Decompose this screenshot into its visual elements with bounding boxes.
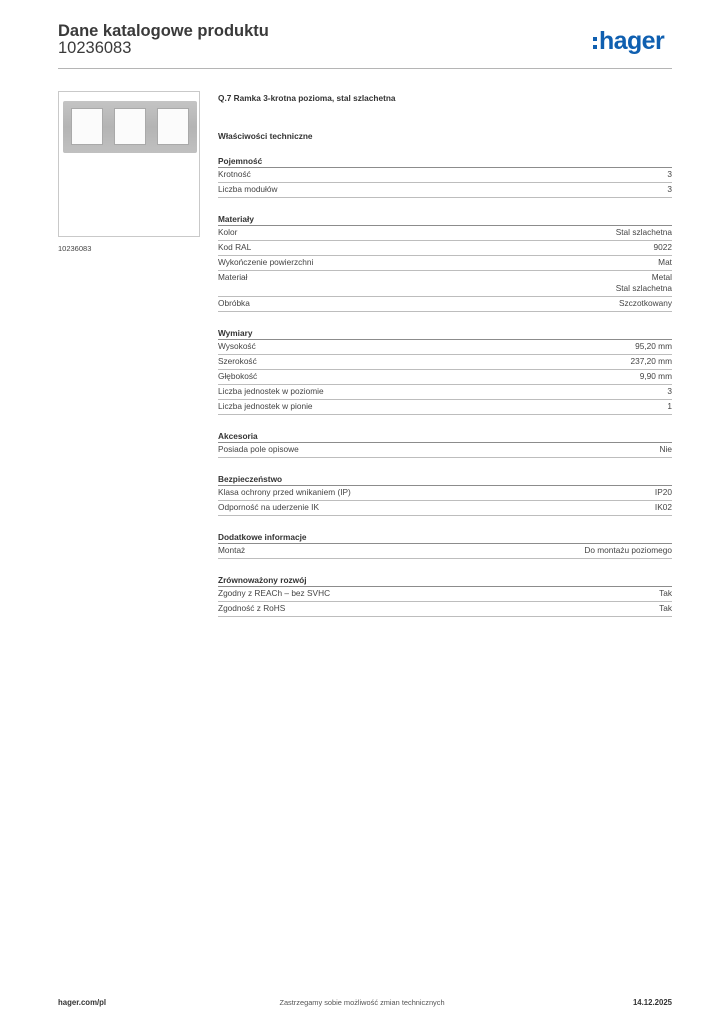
section-title: Dodatkowe informacje [218, 532, 672, 544]
spec-row [218, 183, 672, 198]
spec-label: Liczba jednostek w pionie [218, 401, 313, 411]
spec-row [218, 602, 672, 617]
spec-row [218, 271, 672, 297]
logo-dots-icon [593, 37, 597, 49]
footer-date: 14.12.2025 [632, 998, 672, 1007]
spec-value: Stal szlachetna [615, 227, 672, 237]
spec-value: IK02 [654, 502, 672, 512]
spec-value: 3 [667, 169, 672, 179]
spec-value: Mat [658, 257, 672, 267]
spec-row [218, 241, 672, 256]
spec-section [218, 575, 672, 617]
page-title: Dane katalogowe produktu [58, 22, 269, 40]
spec-row [218, 340, 672, 355]
product-name: Q.7 Ramka 3-krotna pozioma, stal szlachetna [218, 93, 396, 103]
spec-value: 9022 [653, 242, 672, 252]
spec-section [218, 328, 672, 415]
spec-row [218, 544, 672, 559]
section-title: Zrównoważony rozwój [218, 575, 672, 587]
spec-content [218, 92, 672, 617]
spec-value: 95,20 mm [635, 341, 672, 351]
spec-value: Tak [659, 588, 672, 598]
spec-label: Montaż [218, 545, 246, 555]
spec-row [218, 355, 672, 370]
footer-disclaimer: Zastrzegamy sobie możliwość zmian technicznych [279, 998, 445, 1007]
spec-section [218, 474, 672, 516]
spec-value: 1 [667, 401, 672, 411]
spec-value: Nie [659, 444, 672, 454]
frame-opening [71, 108, 103, 145]
spec-label: Obróbka [218, 298, 250, 308]
image-caption-code: 10236083 [58, 244, 92, 253]
footer-website[interactable]: hager.com/pl [58, 998, 107, 1007]
spec-label: Posiada pole opisowe [218, 444, 299, 454]
spec-value: 9,90 mm [639, 371, 672, 381]
spec-label: Odporność na uderzenie IK [218, 502, 320, 512]
spec-row [218, 443, 672, 458]
tech-properties-heading: Właściwości techniczne [218, 131, 313, 141]
header-divider [58, 68, 672, 69]
spec-row [218, 297, 672, 312]
three-gang-frame-image [63, 101, 197, 153]
spec-label: Głębokość [218, 371, 258, 381]
frame-opening [114, 108, 146, 145]
spec-value: 3 [667, 184, 672, 194]
spec-row [218, 370, 672, 385]
spec-sections [218, 156, 672, 617]
spec-label: Wysokość [218, 341, 256, 351]
product-image-box [58, 91, 200, 237]
spec-label: Szerokość [218, 356, 257, 366]
spec-row [218, 256, 672, 271]
spec-row [218, 501, 672, 516]
spec-label: Liczba modułów [218, 184, 278, 194]
spec-label: Klasa ochrony przed wnikaniem (IP) [218, 487, 351, 497]
spec-label: Wykończenie powierzchni [218, 257, 314, 267]
hager-logo [593, 28, 664, 54]
spec-row [218, 587, 672, 602]
spec-row [218, 168, 672, 183]
section-title: Bezpieczeństwo [218, 474, 672, 486]
spec-value: 3 [667, 386, 672, 396]
spec-value: Tak [659, 603, 672, 613]
section-title: Akcesoria [218, 431, 672, 443]
product-number: 10236083 [58, 39, 132, 57]
section-title: Materiały [218, 214, 672, 226]
section-title: Pojemność [218, 156, 672, 168]
spec-value: Szczotkowany [618, 298, 672, 308]
spec-row [218, 486, 672, 501]
spec-label: Zgodność z RoHS [218, 603, 286, 613]
spec-value: Metal Stal szlachetna [615, 272, 672, 293]
spec-value: IP20 [654, 487, 672, 497]
section-title: Wymiary [218, 328, 672, 340]
spec-row [218, 400, 672, 415]
spec-label: Zgodny z REACh – bez SVHC [218, 588, 331, 598]
frame-opening [157, 108, 189, 145]
spec-section [218, 431, 672, 458]
spec-value: Do montażu poziomego [584, 545, 672, 555]
spec-label: Kolor [218, 227, 238, 237]
spec-section [218, 156, 672, 198]
spec-label: Kod RAL [218, 242, 252, 252]
spec-value: 237,20 mm [630, 356, 672, 366]
spec-row [218, 226, 672, 241]
spec-label: Krotność [218, 169, 251, 179]
spec-section [218, 532, 672, 559]
spec-section [218, 214, 672, 312]
spec-row [218, 385, 672, 400]
spec-label: Liczba jednostek w poziomie [218, 386, 324, 396]
logo-text: hager [599, 26, 665, 55]
spec-label: Materiał [218, 272, 248, 282]
